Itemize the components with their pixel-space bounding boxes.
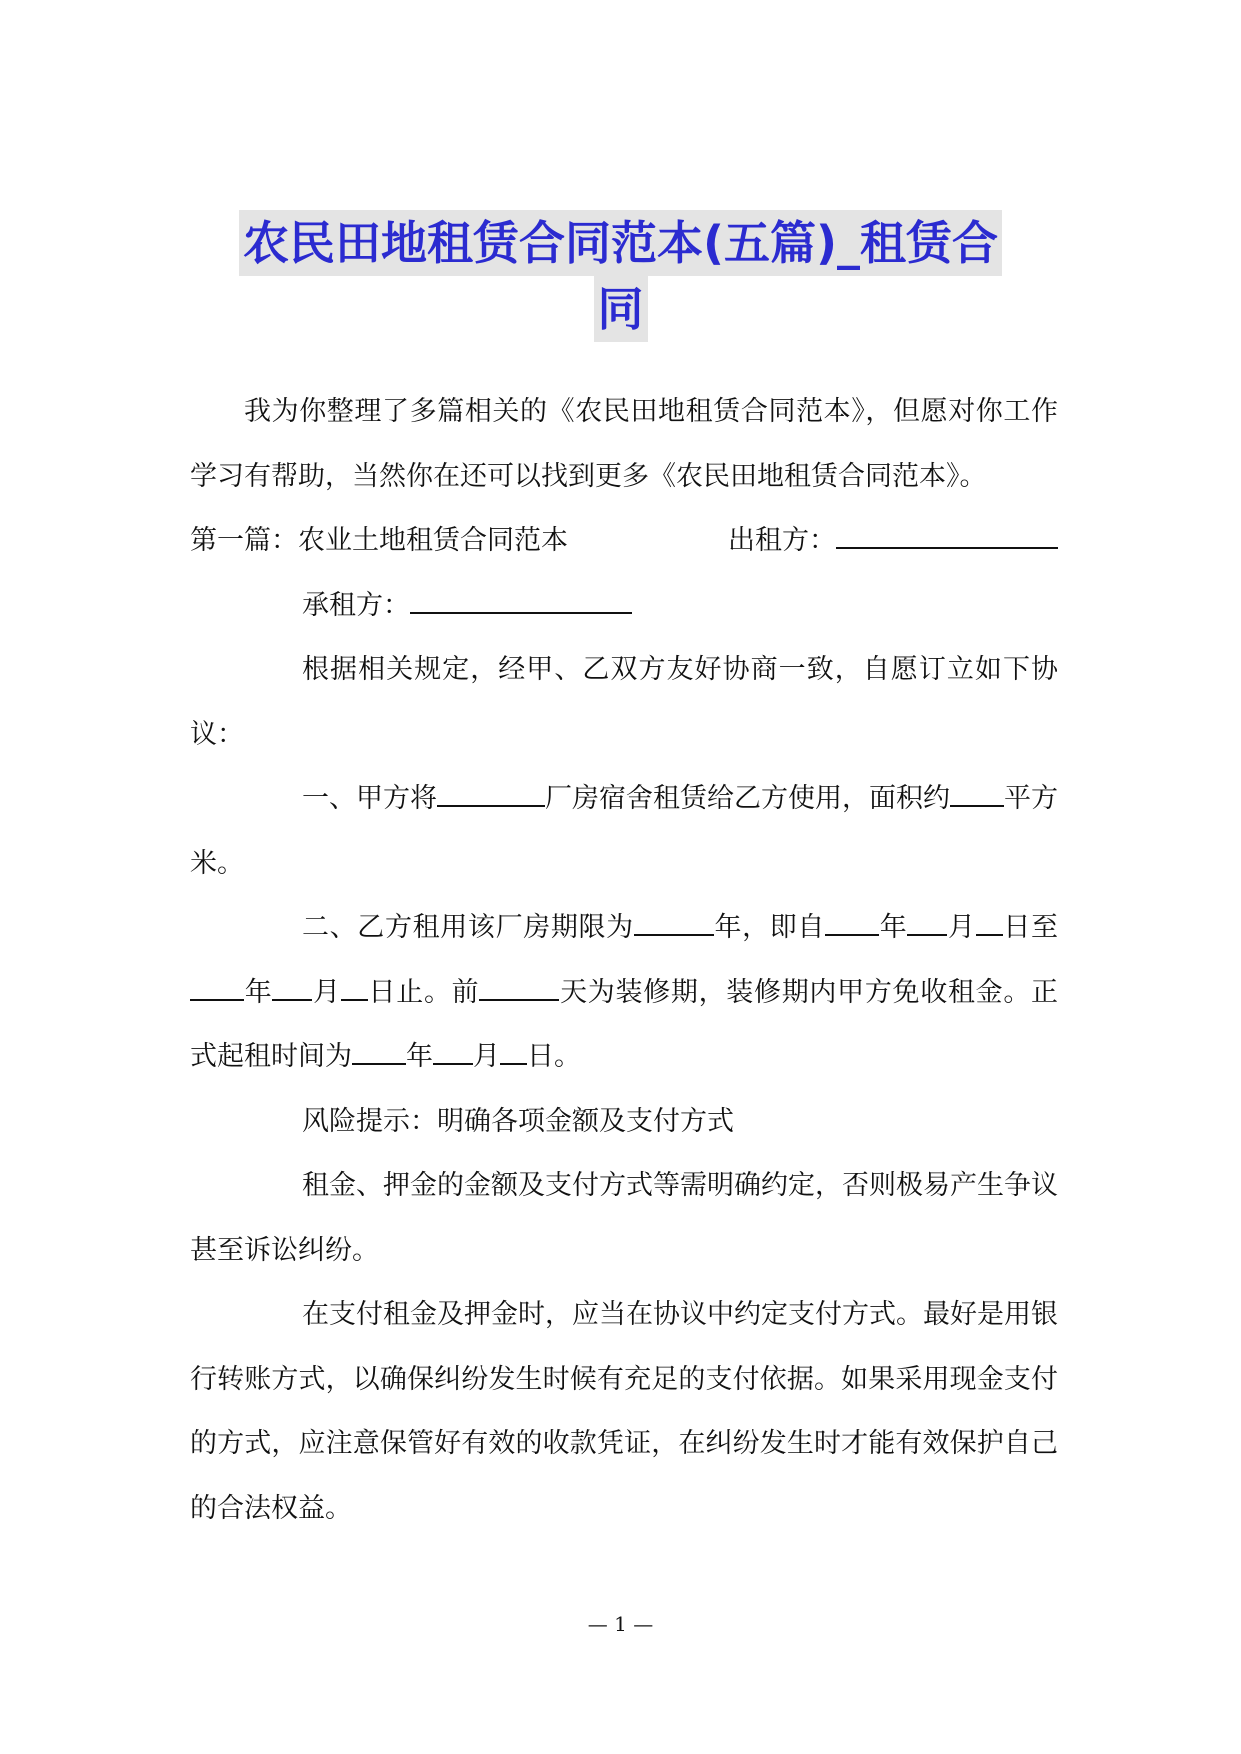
title-line-2: 同 xyxy=(594,276,648,342)
agreement-line-2: 协议： xyxy=(190,654,1058,750)
payment-line-4: 有效保护自己的合法权益。 xyxy=(190,1428,1059,1524)
clause2-text-k: 年 xyxy=(406,1041,433,1072)
rent-paragraph xyxy=(190,1154,1058,1283)
clause2-text-a: 二、乙方租用该厂房期限为 xyxy=(302,912,634,943)
clause2-text-j: 租金。正式起租时间为 xyxy=(190,976,1059,1072)
clause1-blank-area xyxy=(950,783,1004,807)
clause2-text-d: 月 xyxy=(947,912,976,943)
document-body xyxy=(190,380,1058,1541)
clause2-blank-rent-month xyxy=(433,1041,473,1065)
title-line-1: 农民田地租赁合同范本(五篇)_租赁合 xyxy=(239,210,1002,276)
payment-line-3: 现金支付的方式，应注意保管好有效的收款凭证，在纠纷发生时才能 xyxy=(190,1363,1059,1459)
risk-tip: 风险提示：明确各项金额及支付方式 xyxy=(302,1105,734,1137)
clause2-text-e: 日至 xyxy=(1002,912,1059,943)
intro-paragraph xyxy=(190,380,1058,509)
clause1-blank-premises xyxy=(437,783,545,807)
lessee-row xyxy=(190,574,1058,639)
lessee-blank xyxy=(410,590,632,614)
lessor-label: 出租方： xyxy=(728,525,836,556)
lessor-blank xyxy=(836,525,1058,549)
section1-header-row xyxy=(190,509,1058,574)
intro-line-2: 工作学习有帮助，当然你在还可以找到更多《农民田地租赁合同范 xyxy=(190,396,1059,492)
clause1-text-c: 平方米。 xyxy=(190,783,1058,879)
section1-heading: 第一篇：农业土地租赁合同范本 xyxy=(190,525,568,556)
clause2-text-g: 月 xyxy=(312,976,341,1008)
clause2-text-l: 月 xyxy=(473,1041,500,1072)
clause2-text-h: 日止。前 xyxy=(367,976,480,1008)
rent-line-2: 争议甚至诉讼纠纷。 xyxy=(190,1170,1058,1266)
clause-2 xyxy=(190,896,1058,1090)
clause2-blank-start-month xyxy=(907,912,947,936)
clause2-blank-end-day xyxy=(341,977,368,1001)
clause2-blank-rent-day xyxy=(500,1041,527,1065)
clause2-text-i: 天为装修期，装修期内甲方免收 xyxy=(559,976,948,1008)
clause2-text-c: 年 xyxy=(879,912,908,943)
agreement-line-1: 根据相关规定，经甲、乙双方友好协商一致，自愿订立如下 xyxy=(302,654,1031,685)
intro-line-3: 本》。 xyxy=(919,460,987,492)
payment-line-1: 在支付租金及押金时，应当在协议中约定支付方式。最好是 xyxy=(302,1299,1004,1330)
clause2-blank-fitout-days xyxy=(479,977,559,1001)
agreement-paragraph xyxy=(190,638,1058,767)
clause2-blank-end-year xyxy=(190,977,244,1001)
clause2-blank-years xyxy=(634,912,714,936)
clause2-text-m: 日。 xyxy=(527,1041,581,1072)
clause2-text-b: 年，即自 xyxy=(713,912,826,943)
clause-1 xyxy=(190,767,1058,896)
clause1-text-a: 一、甲方将 xyxy=(302,783,437,814)
clause1-text-b: 厂房宿舍租赁给乙方使用，面积约 xyxy=(545,783,950,814)
lessee-label: 承租方： xyxy=(302,589,410,621)
page-number: — 1 — xyxy=(587,1612,654,1636)
clause2-blank-start-day xyxy=(976,912,1003,936)
document-title xyxy=(0,210,1241,342)
payment-paragraph xyxy=(190,1283,1058,1541)
rent-line-1: 租金、押金的金额及支付方式等需明确约定，否则极易产生 xyxy=(302,1170,1004,1201)
clause2-text-f: 年 xyxy=(244,976,273,1008)
clause2-blank-start-year xyxy=(825,912,879,936)
payment-line-2: 用银行转账方式，以确保纠纷发生时候有充足的支付依据。如果采用 xyxy=(190,1299,1058,1395)
intro-line-1: 我为你整理了多篇相关的《农民田地租赁合同范本》，但愿对你 xyxy=(244,396,1004,427)
lessor-field xyxy=(728,509,1058,574)
clause2-blank-rent-year xyxy=(352,1041,406,1065)
clause2-blank-end-month xyxy=(272,977,312,1001)
